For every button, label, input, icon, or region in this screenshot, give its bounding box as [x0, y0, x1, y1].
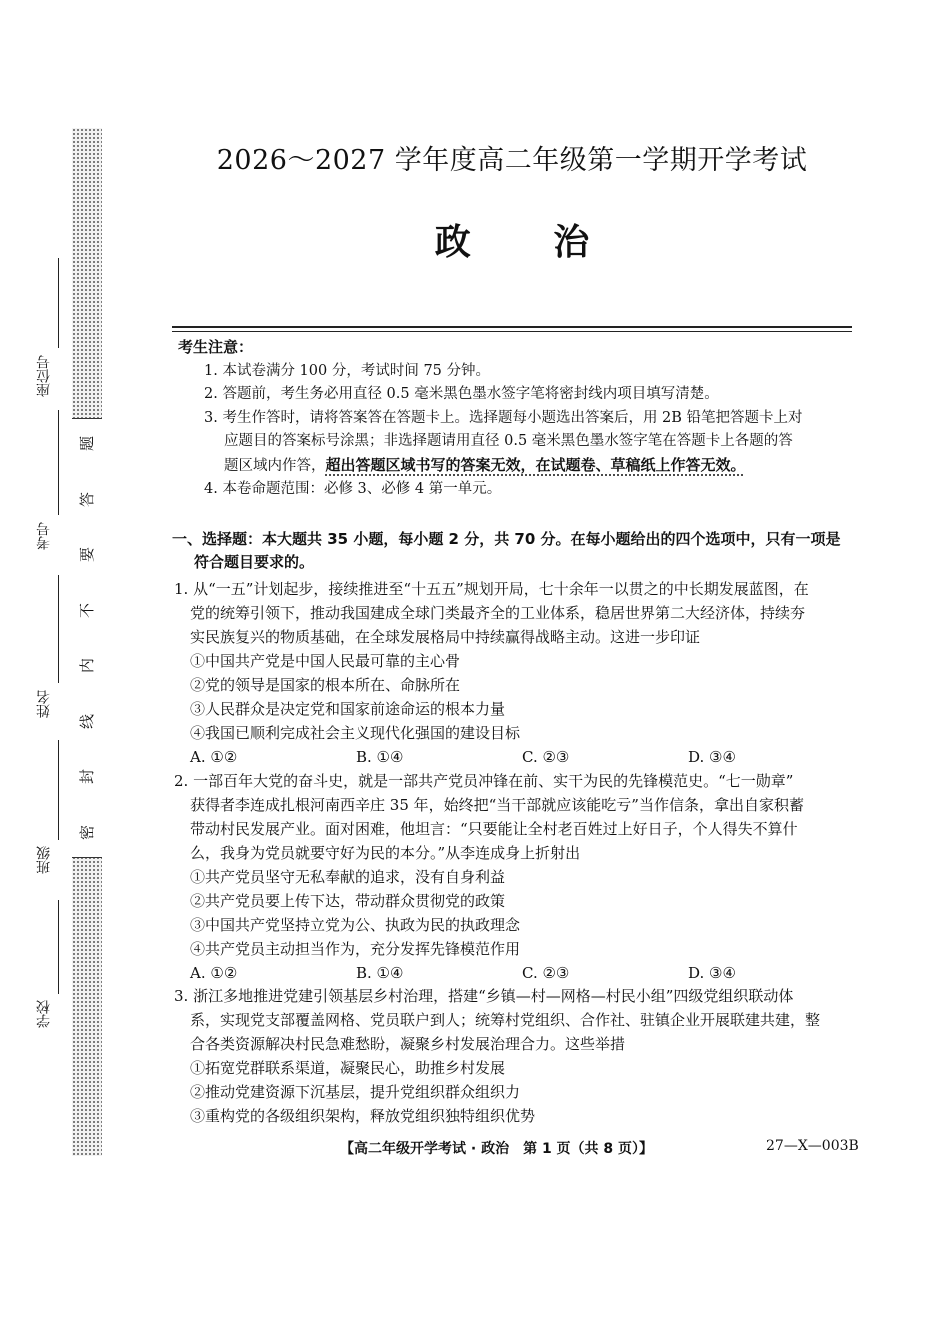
subject-title: 政 治 [434, 222, 590, 263]
question-1 [174, 577, 856, 769]
notice-item: 1. 本试卷满分 100 分，考试时间 75 分钟。 [204, 362, 491, 379]
seal-char: 不 [78, 602, 97, 618]
statement: ①中国共产党是中国人民最可靠的主心骨 [190, 652, 461, 670]
choice-c: C. ②③ [522, 964, 570, 982]
school-line [58, 900, 59, 994]
candidate-notice [178, 336, 852, 502]
statement: ③中国共产党坚持立党为公、执政为民的执政理念 [190, 916, 521, 934]
notice-heading: 考生注意： [178, 338, 254, 356]
stem-line: 实民族复兴的物质基础，在全球发展格局中持续赢得战略主动。这进一步印证 [190, 628, 701, 646]
choice-a: A. ①② [190, 748, 238, 766]
statement: ①共产党员坚守无私奉献的追求，没有自身利益 [190, 868, 506, 886]
page-footer: 【高二年级开学考试 · 政治 第 1 页（共 8 页）】 [340, 1141, 654, 1157]
question-stem [174, 577, 856, 649]
seal-char: 答 [78, 491, 97, 507]
seal-line-notice [72, 418, 102, 858]
seal-char: 线 [78, 713, 97, 729]
choice-d: D. ③④ [688, 748, 736, 766]
exam-title: 2026～2027 学年度高二年级第一学期开学考试 [216, 145, 808, 176]
question-3 [174, 984, 856, 1128]
statement: ①拓宽党群联系渠道，凝聚民心，助推乡村发展 [190, 1059, 506, 1077]
choice-a: A. ①② [190, 964, 238, 982]
section-line: 一、选择题：本大题共 35 小题，每小题 2 分，共 70 分。在每小题给出的四个选项中，只有一项是 [172, 530, 841, 548]
statement: ②党的领导是国家的根本所在、命脉所在 [190, 676, 461, 694]
statement: ④我国已顺利完成社会主义现代化强国的建设目标 [190, 724, 521, 742]
seal-char: 封 [78, 769, 97, 785]
header-rule-thin [172, 331, 852, 332]
question-stem [174, 984, 856, 1056]
seat-number-line [58, 258, 59, 348]
stem-line: 3. 浙江多地推进党建引领基层乡村治理，搭建“乡镇—村—网格—村民小组”四级党组织联动体 [174, 987, 794, 1005]
exam-number-line [58, 410, 59, 515]
notice-item-cont: 应题目的答案标号涂黑；非选择题请用直径 0.5 毫米黑色墨水签字笔在答题卡上各题的答 [224, 433, 793, 449]
exam-number-label: 考号 [36, 522, 52, 550]
statement: ③人民群众是决定党和国家前途命运的根本力量 [190, 700, 506, 718]
stem-line: 带动村民发展产业。面对困难，他坦言：“只要能让全村老百姓过上好日子，个人得失不算什 [190, 820, 798, 838]
notice-item: 2. 答题前，考生务必用直径 0.5 毫米黑色墨水签字笔将密封线内项目填写清楚。 [204, 386, 719, 402]
answer-choices [174, 745, 856, 769]
question-stem [174, 769, 856, 865]
stem-line: 获得者李连成扎根河南西辛庄 35 年，始终把“当干部就应该能吃亏”当作信条，拿出自家积蓄 [190, 796, 804, 814]
choice-d: D. ③④ [688, 964, 736, 982]
choice-c: C. ②③ [522, 748, 570, 766]
notice-item-cont [178, 454, 852, 479]
statement: ④共产党员主动担当作为，充分发挥先锋模范作用 [190, 940, 521, 958]
statement: ③重构党的各级组织架构，释放党组织独特组织优势 [190, 1107, 536, 1125]
stem-line: 1. 从“一五”计划起步，接续推进至“十五五”规划开局，七十余年一以贯之的中长期发展蓝图，在 [174, 580, 809, 598]
class-line [58, 740, 59, 840]
name-line [58, 575, 59, 683]
stem-line: 么，我身为党员就要守好为民的本分。”从李连成身上折射出 [190, 844, 581, 862]
seal-char: 密 [78, 824, 97, 840]
school-label: 学校 [36, 1000, 52, 1028]
seat-number-label: 座位号 [36, 355, 52, 397]
seal-char: 内 [78, 658, 97, 674]
section-heading [172, 528, 856, 574]
notice-item: 3. 考生作答时，请将答案答在答题卡上。选择题每小题选出答案后，用 2B 铅笔把答题卡上对 [204, 409, 803, 426]
stem-line: 系，实现党支部覆盖网格、党员联户到人；统筹村党组织、合作社、驻镇企业开展联建共建，整 [190, 1011, 821, 1029]
notice-item: 4. 本卷命题范围：必修 3、必修 4 第一单元。 [204, 481, 502, 497]
choice-b: B. ①④ [356, 964, 404, 982]
name-label: 姓名 [36, 690, 52, 718]
paper-code: 27—X—003B [766, 1138, 859, 1154]
choice-b: B. ①④ [356, 748, 404, 766]
class-label: 班级 [36, 846, 52, 874]
stem-line: 2. 一部百年大党的奋斗史，就是一部共产党员冲锋在前、实干为民的先锋模范史。“七一勋章” [174, 772, 794, 790]
question-2 [174, 769, 856, 985]
header-rule [172, 326, 852, 328]
section-line: 符合题目要求的。 [194, 553, 315, 571]
stem-line: 合各类资源解决村民急难愁盼，凝聚乡村发展治理合力。这些举措 [190, 1035, 626, 1053]
emphasis-text: 超出答题区域书写的答案无效，在试题卷、草稿纸上作答无效。 [325, 455, 746, 474]
stem-line: 党的统筹引领下，推动我国建成全球门类最齐全的工业体系，稳居世界第二大经济体，持续夯 [190, 604, 806, 622]
seal-char: 题 [78, 435, 97, 452]
answer-choices [174, 961, 856, 985]
seal-char: 要 [78, 547, 97, 563]
statement: ②推动党建资源下沉基层，提升党组织群众组织力 [190, 1083, 521, 1101]
notice-text: 题区域内作答， [224, 457, 326, 474]
statement: ②共产党员要上传下达，带动群众贯彻党的政策 [190, 892, 506, 910]
